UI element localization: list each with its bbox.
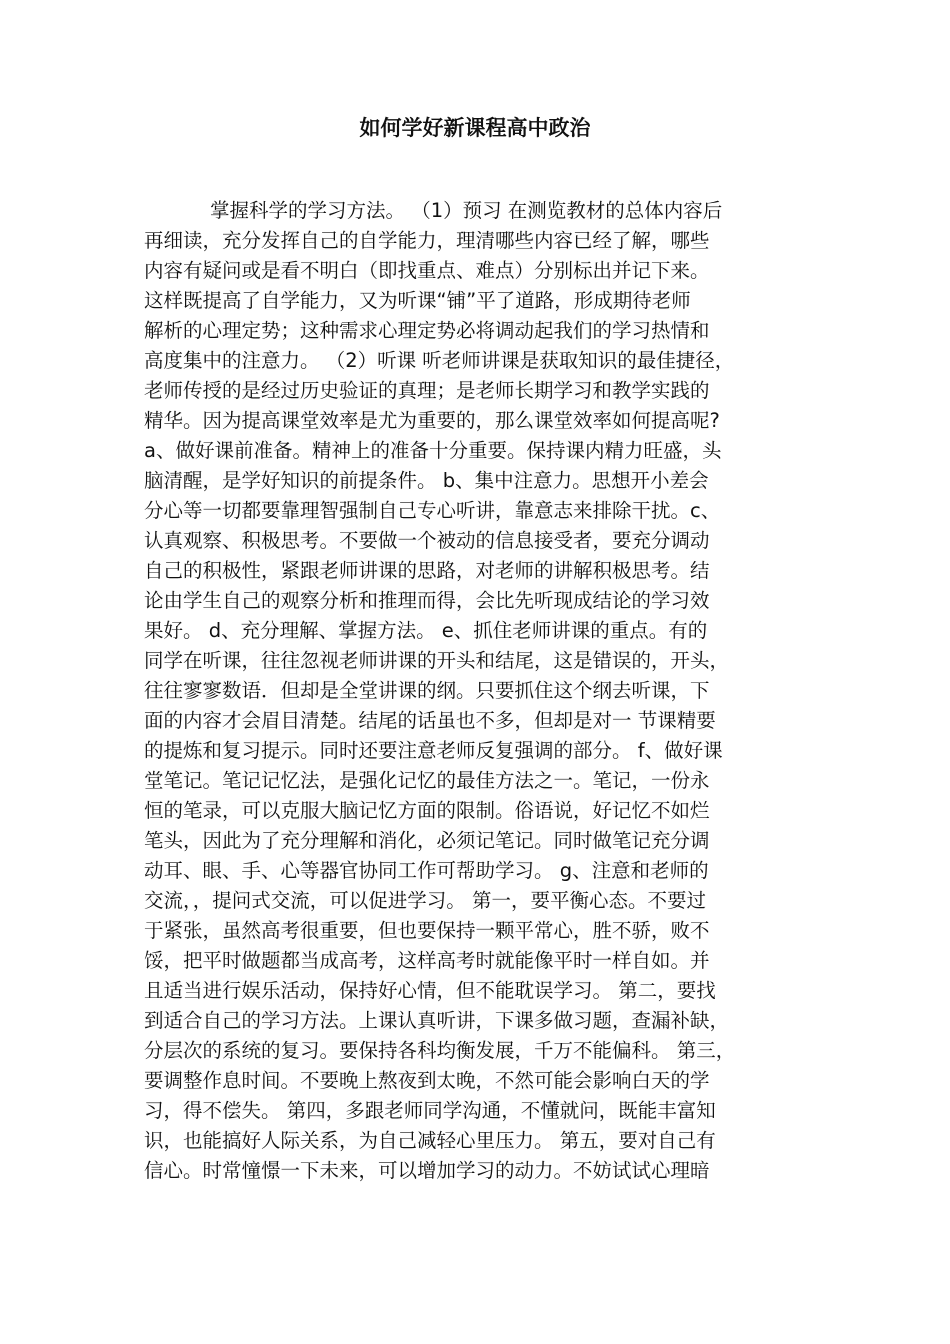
body-line: 分心等一切都要靠理智强制自己专心听讲，靠意志来排除干扰。c、 (144, 499, 721, 522)
document-title: 如何学好新课程高中政治 (359, 115, 591, 140)
body-line: 堂笔记。笔记记忆法，是强化记忆的最佳方法之一。笔记，一份永 (144, 769, 710, 792)
body-line: 同学在听课，往往忽视老师讲课的开头和结尾，这是错误的，开头， (144, 649, 730, 672)
body-line: 且适当进行娱乐活动，保持好心情，但不能耽误学习。 第二，要找 (144, 979, 716, 1002)
document-body (144, 196, 814, 1186)
body-line: 自己的积极性，紧跟老师讲课的思路，对老师的讲解积极思考。结 (144, 559, 710, 582)
body-line: 的提炼和复习提示。同时还要注意老师反复强调的部分。 f、做好课 (144, 739, 723, 762)
body-line: 内容有疑问或是看不明白（即找重点、难点）分别标出并记下来。 (144, 259, 710, 282)
body-line: 交流，，提问式交流，可以促进学习。 第一，要平衡心态。不要过 (144, 889, 706, 912)
body-line: 再细读，充分发挥自己的自学能力，理清哪些内容已经了解，哪些 (144, 229, 710, 252)
body-line: 脑清醒，是学好知识的前提条件。 b、集中注意力。思想开小差会 (144, 469, 709, 492)
body-line: 论由学生自己的观察分析和推理而得，会比先听现成结论的学习效 (144, 589, 710, 612)
body-line: 要调整作息时间。不要晚上熬夜到太晚，不然可能会影响白天的学 (144, 1069, 710, 1092)
body-line: 精华。因为提高课堂效率是尤为重要的，那么课堂效率如何提高呢? (144, 409, 720, 432)
body-line: 到适合自己的学习方法。上课认真听讲，下课多做习题，查漏补缺， (144, 1009, 730, 1032)
body-line: 识，也能搞好人际关系，为自己减轻心里压力。 第五，要对自己有 (144, 1129, 716, 1152)
body-line: 认真观察、积极思考。不要做一个被动的信息接受者，要充分调动 (144, 529, 710, 552)
body-line: 分层次的系统的复习。要保持各科均衡发展，千万不能偏科。 第三， (144, 1039, 736, 1062)
body-line: 这样既提高了自学能力，又为听课“铺”平了道路，形成期待老师 (144, 289, 691, 312)
body-line: 果好。 d、充分理解、掌握方法。 e、抓住老师讲课的重点。有的 (144, 619, 708, 642)
body-line: 高度集中的注意力。 （2）听课 听老师讲课是获取知识的最佳捷径， (144, 349, 735, 372)
body-line: 动耳、眼、手、心等器官协同工作可帮助学习。 g、注意和老师的 (144, 859, 709, 882)
body-line: 习，得不偿失。 第四，多跟老师同学沟通，不懂就问，既能丰富知 (144, 1099, 716, 1122)
body-line: 面的内容才会眉目清楚。结尾的话虽也不多，但却是对一 节课精要 (144, 709, 716, 732)
body-line: 往往寥寥数语．但却是全堂讲课的纲。只要抓住这个纲去听课，下 (144, 679, 710, 702)
body-line: 老师传授的是经过历史验证的真理；是老师长期学习和教学实践的 (144, 379, 710, 402)
body-line: 解析的心理定势；这种需求心理定势必将调动起我们的学习热情和 (144, 319, 710, 342)
body-line: 馁，把平时做题都当成高考，这样高考时就能像平时一样自如。并 (144, 949, 710, 972)
body-line: a、做好课前准备。精神上的准备十分重要。保持课内精力旺盛，头 (144, 439, 722, 462)
body-line: 于紧张，虽然高考很重要，但也要保持一颗平常心，胜不骄，败不 (144, 919, 710, 942)
body-line: 笔头，因此为了充分理解和消化，必须记笔记。同时做笔记充分调 (144, 829, 710, 852)
body-line: 信心。时常憧憬一下未来，可以增加学习的动力。不妨试试心理暗 (144, 1159, 710, 1182)
body-line: 恒的笔录，可以克服大脑记忆方面的限制。俗语说，好记忆不如烂 (144, 799, 710, 822)
body-line: 掌握科学的学习方法。 （1）预习 在测览教材的总体内容后 (210, 199, 723, 222)
